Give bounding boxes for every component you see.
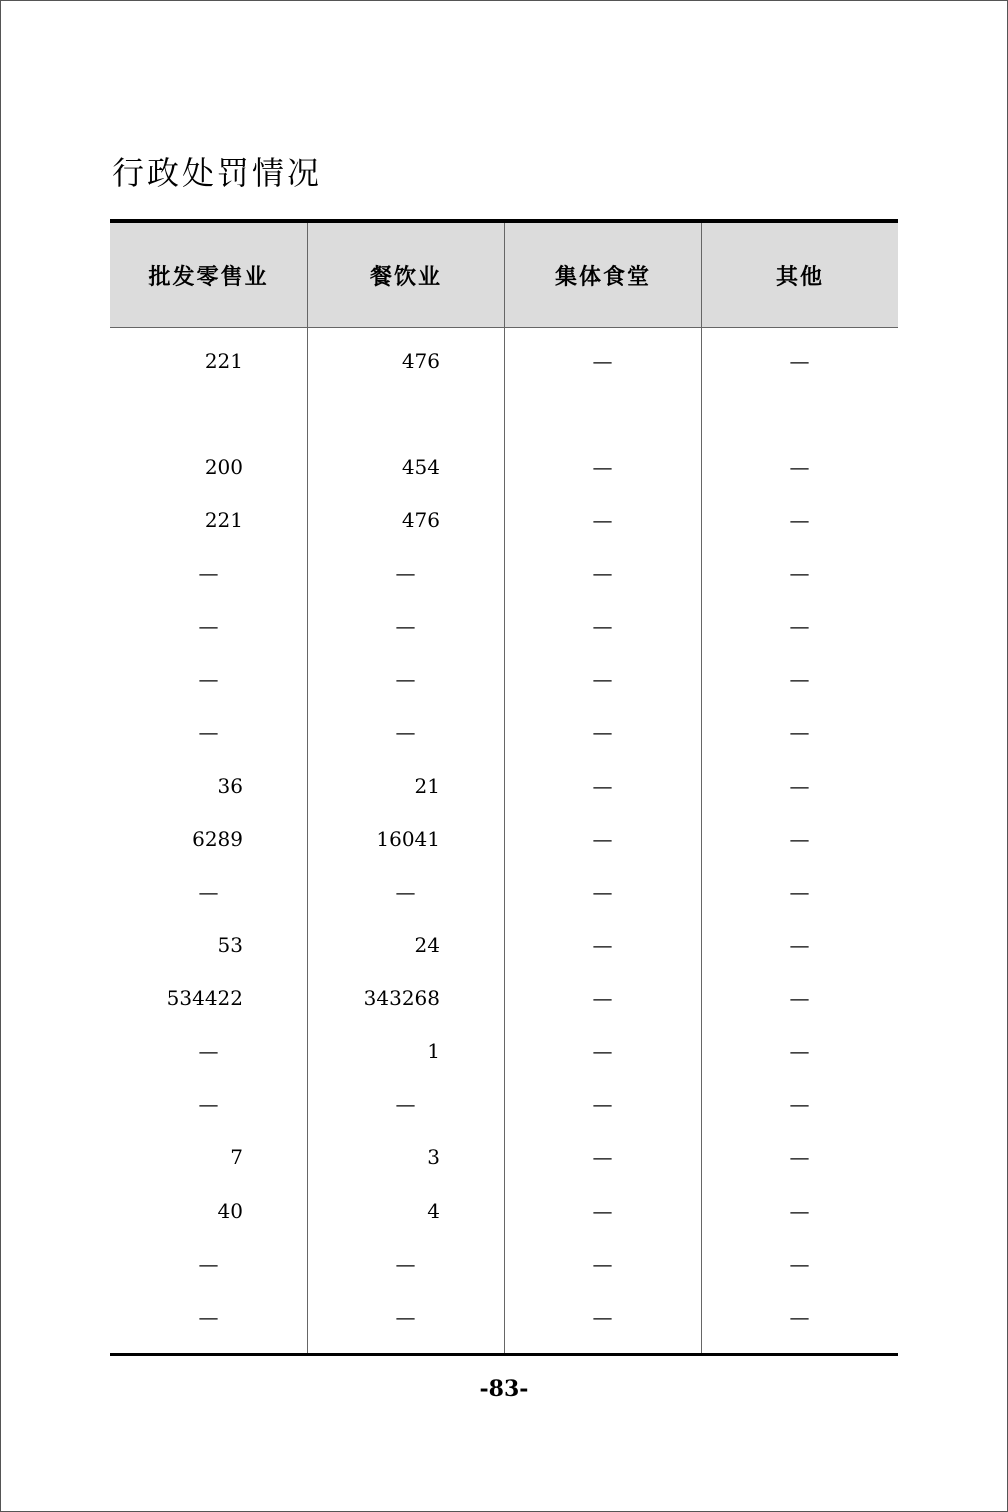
table-cell: 476 <box>401 508 440 532</box>
table-cell: 6289 <box>192 827 243 851</box>
table-cell: — <box>789 774 810 798</box>
table-cell: 36 <box>217 774 243 798</box>
table-cell: — <box>592 720 613 744</box>
table-row <box>110 983 898 1013</box>
table-cell: 7 <box>230 1145 243 1169</box>
table-bottom-rule <box>110 1353 898 1356</box>
table-cell: — <box>789 614 810 638</box>
table-cell: — <box>198 667 219 691</box>
table-cell: — <box>592 614 613 638</box>
table-cell: — <box>789 986 810 1010</box>
table-cell: — <box>592 1252 613 1276</box>
table-cell: — <box>789 349 810 373</box>
table-cell: — <box>789 720 810 744</box>
table-cell: — <box>592 1092 613 1116</box>
table-row <box>110 1036 898 1066</box>
table-cell: — <box>592 774 613 798</box>
table-cell: — <box>198 1305 219 1329</box>
table-row <box>110 1302 898 1332</box>
header-other: 其他 <box>701 223 898 327</box>
header-wholesale-retail: 批发零售业 <box>148 264 269 290</box>
table-cell: — <box>789 1092 810 1116</box>
table-cell: 1 <box>427 1039 440 1063</box>
table-row <box>110 452 898 482</box>
table-row <box>110 877 898 907</box>
data-table <box>110 219 898 1356</box>
table-cell: — <box>198 561 219 585</box>
table-cell: 53 <box>217 933 243 957</box>
table-row <box>110 1089 898 1119</box>
table-cell: — <box>789 508 810 532</box>
table-cell: — <box>789 1199 810 1223</box>
table-cell: — <box>789 827 810 851</box>
table-cell: — <box>789 880 810 904</box>
table-row <box>110 664 898 694</box>
table-cell: — <box>592 349 613 373</box>
table-cell: 24 <box>414 933 440 957</box>
table-row <box>110 505 898 535</box>
table-cell: — <box>592 880 613 904</box>
table-row <box>110 1142 898 1172</box>
table-cell: 16041 <box>376 827 440 851</box>
table-cell: 343268 <box>363 986 440 1010</box>
table-cell: — <box>592 1305 613 1329</box>
table-cell: 40 <box>217 1199 243 1223</box>
table-row <box>110 558 898 588</box>
table-cell: — <box>395 614 416 638</box>
page-number: -83- <box>479 1376 529 1402</box>
table-cell: — <box>789 933 810 957</box>
table-cell: — <box>592 667 613 691</box>
table-body <box>110 328 898 1353</box>
table-cell: — <box>592 1039 613 1063</box>
table-cell: 221 <box>204 508 243 532</box>
table-row <box>110 771 898 801</box>
table-cell: — <box>592 827 613 851</box>
table-cell: — <box>592 508 613 532</box>
table-cell: 476 <box>401 349 440 373</box>
table-row <box>110 1196 898 1226</box>
table-row <box>110 1249 898 1279</box>
table-header <box>110 223 898 328</box>
table-cell: 454 <box>401 455 440 479</box>
table-cell: — <box>395 1252 416 1276</box>
table-cell: 534422 <box>166 986 243 1010</box>
table-cell: — <box>592 455 613 479</box>
header-catering: 餐饮业 <box>307 223 504 327</box>
table-cell: — <box>789 1039 810 1063</box>
table-row <box>110 930 898 960</box>
table-cell: — <box>198 1092 219 1116</box>
table-cell: — <box>789 561 810 585</box>
table-cell: — <box>198 1252 219 1276</box>
table-cell: — <box>395 1305 416 1329</box>
table-row <box>110 717 898 747</box>
table-cell: — <box>592 1199 613 1223</box>
table-row <box>110 824 898 854</box>
table-row <box>110 611 898 641</box>
table-cell: — <box>789 1145 810 1169</box>
table-cell: — <box>198 880 219 904</box>
table-cell: — <box>592 1145 613 1169</box>
table-cell: 3 <box>427 1145 440 1169</box>
table-cell: — <box>592 933 613 957</box>
table-cell: — <box>789 1252 810 1276</box>
table-row <box>110 346 898 376</box>
table-cell: 221 <box>204 349 243 373</box>
table-cell: — <box>395 561 416 585</box>
table-cell: — <box>789 1305 810 1329</box>
table-cell: — <box>592 986 613 1010</box>
table-cell: — <box>789 667 810 691</box>
header-canteen: 集体食堂 <box>504 223 701 327</box>
table-cell: 4 <box>427 1199 440 1223</box>
table-cell: — <box>395 1092 416 1116</box>
table-cell: 200 <box>204 455 243 479</box>
table-cell: — <box>395 880 416 904</box>
table-cell: — <box>592 561 613 585</box>
table-cell: — <box>789 455 810 479</box>
table-cell: — <box>198 720 219 744</box>
page-title: 行政处罚情况 <box>112 154 323 192</box>
table-cell: — <box>198 614 219 638</box>
table-cell: — <box>395 720 416 744</box>
table-cell: 21 <box>414 774 440 798</box>
table-cell: — <box>198 1039 219 1063</box>
table-cell: — <box>395 667 416 691</box>
